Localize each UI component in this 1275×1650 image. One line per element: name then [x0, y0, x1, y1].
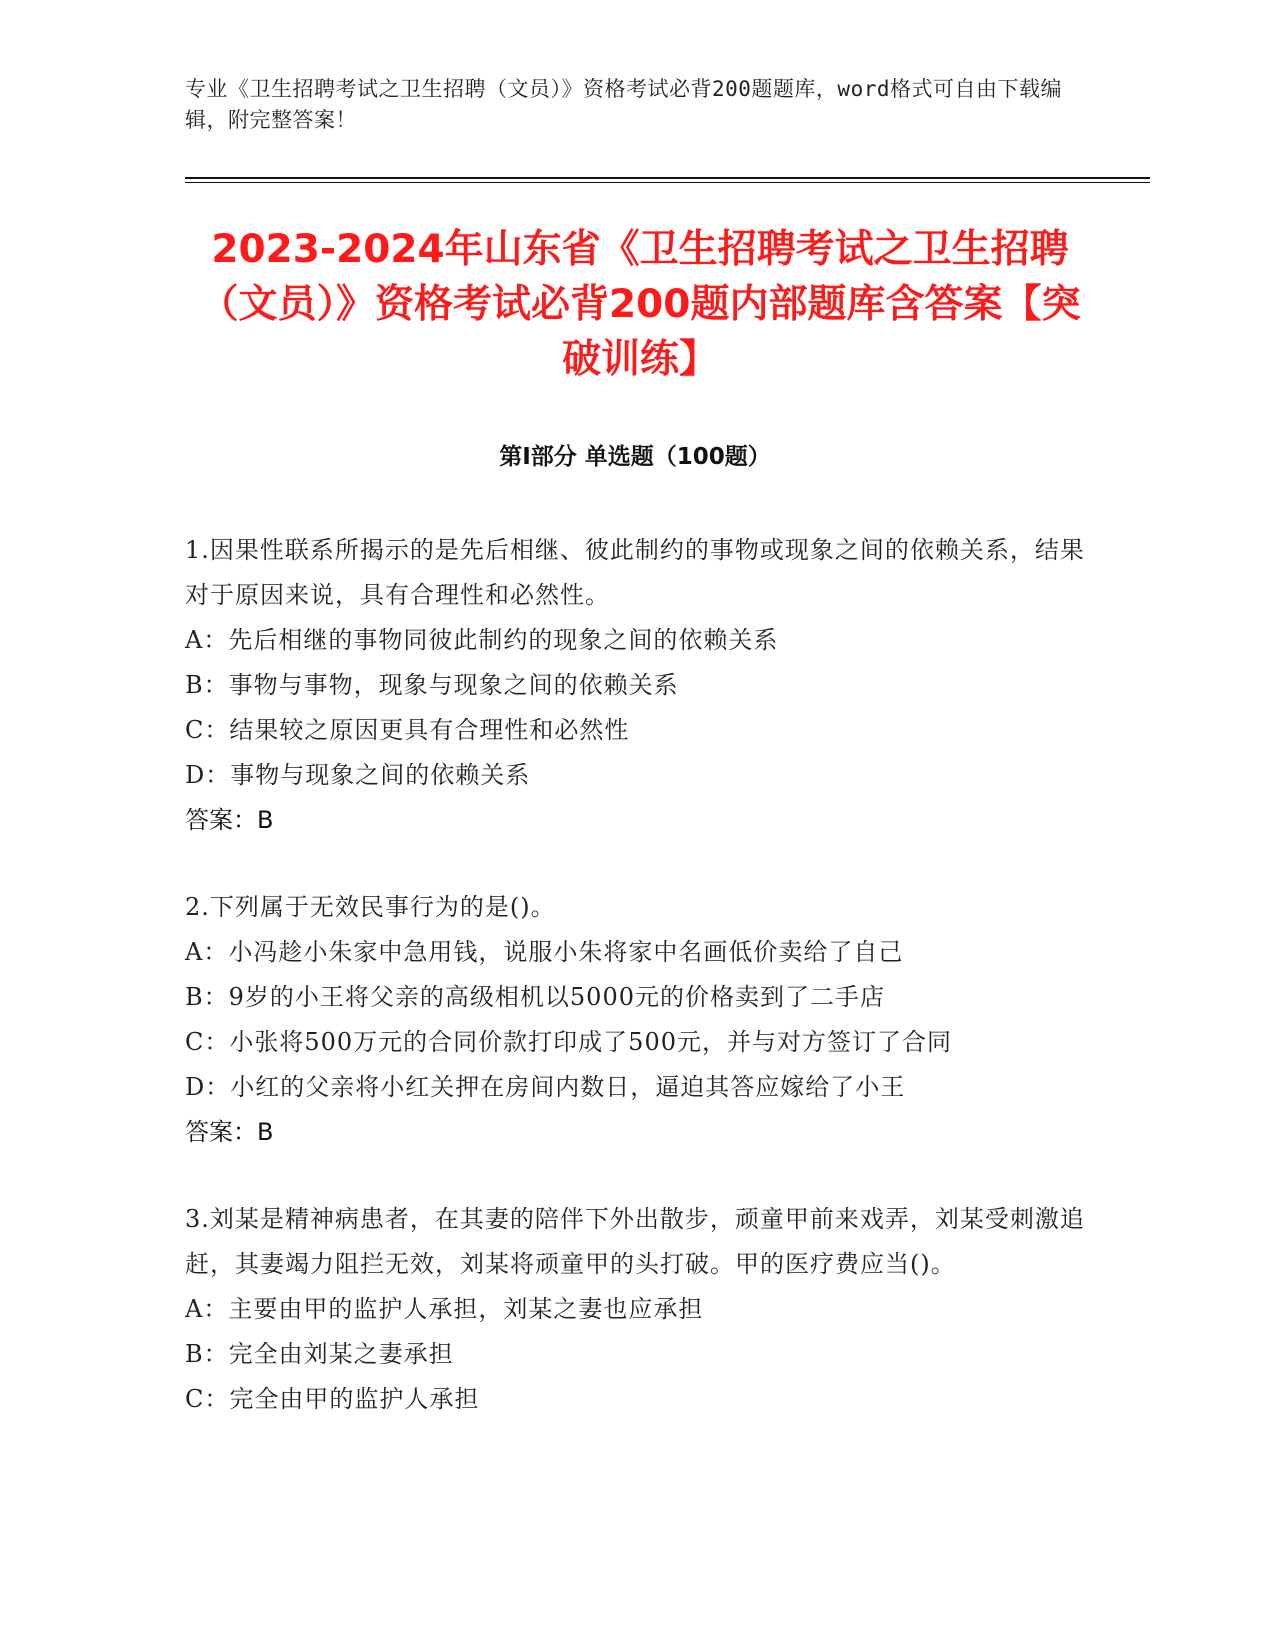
option-b: B：完全由刘某之妻承担	[185, 1340, 454, 1368]
question-stem: 1.因果性联系所揭示的是先后相继、彼此制约的事物或现象之间的依赖关系，结果对于原因来说，具有合理性和必然性。	[185, 536, 1085, 609]
option-c: C：完全由甲的监护人承担	[185, 1385, 480, 1413]
question-stem: 3.刘某是精神病患者，在其妻的陪伴下外出散步，顽童甲前来戏弄，刘某受刺激追赶，其妻竭力阻拦无效，刘某将顽童甲的头打破。甲的医疗费应当()。	[185, 1205, 1085, 1278]
option-b: B：9岁的小王将父亲的高级相机以5000元的价格卖到了二手店	[185, 983, 885, 1011]
question-1	[185, 528, 1085, 843]
section-heading: 第Ⅰ部分 单选题（100题）	[499, 444, 771, 470]
option-c: C：小张将500万元的合同价款打印成了500元，并与对方签订了合同	[185, 1028, 952, 1056]
option-b: B：事物与事物，现象与现象之间的依赖关系	[185, 671, 679, 699]
question-list	[185, 528, 1085, 1464]
header-divider-thick	[185, 177, 1150, 179]
answer-line: 答案：B	[185, 806, 274, 834]
option-a: A：先后相继的事物同彼此制约的现象之间的依赖关系	[185, 626, 779, 654]
header-divider-thin	[185, 182, 1150, 183]
question-3	[185, 1197, 1085, 1422]
header-note: 专业《卫生招聘考试之卫生招聘（文员）》资格考试必背200题题库，word格式可自由下载编辑，附完整答案！	[185, 77, 1062, 132]
document-title: 2023-2024年山东省《卫生招聘考试之卫生招聘（文员）》资格考试必背200题内部题库含答案【突破训练】	[199, 227, 1081, 382]
answer-line: 答案：B	[185, 1118, 274, 1146]
option-d: D：小红的父亲将小红关押在房间内数日，逼迫其答应嫁给了小王	[185, 1073, 906, 1101]
option-a: A：小冯趁小朱家中急用钱，说服小朱将家中名画低价卖给了自己	[185, 938, 904, 966]
option-a: A：主要由甲的监护人承担，刘某之妻也应承担	[185, 1295, 704, 1323]
question-2	[185, 885, 1085, 1155]
option-d: D：事物与现象之间的依赖关系	[185, 761, 531, 789]
option-c: C：结果较之原因更具有合理性和必然性	[185, 716, 630, 744]
question-stem: 2.下列属于无效民事行为的是()。	[185, 893, 556, 921]
